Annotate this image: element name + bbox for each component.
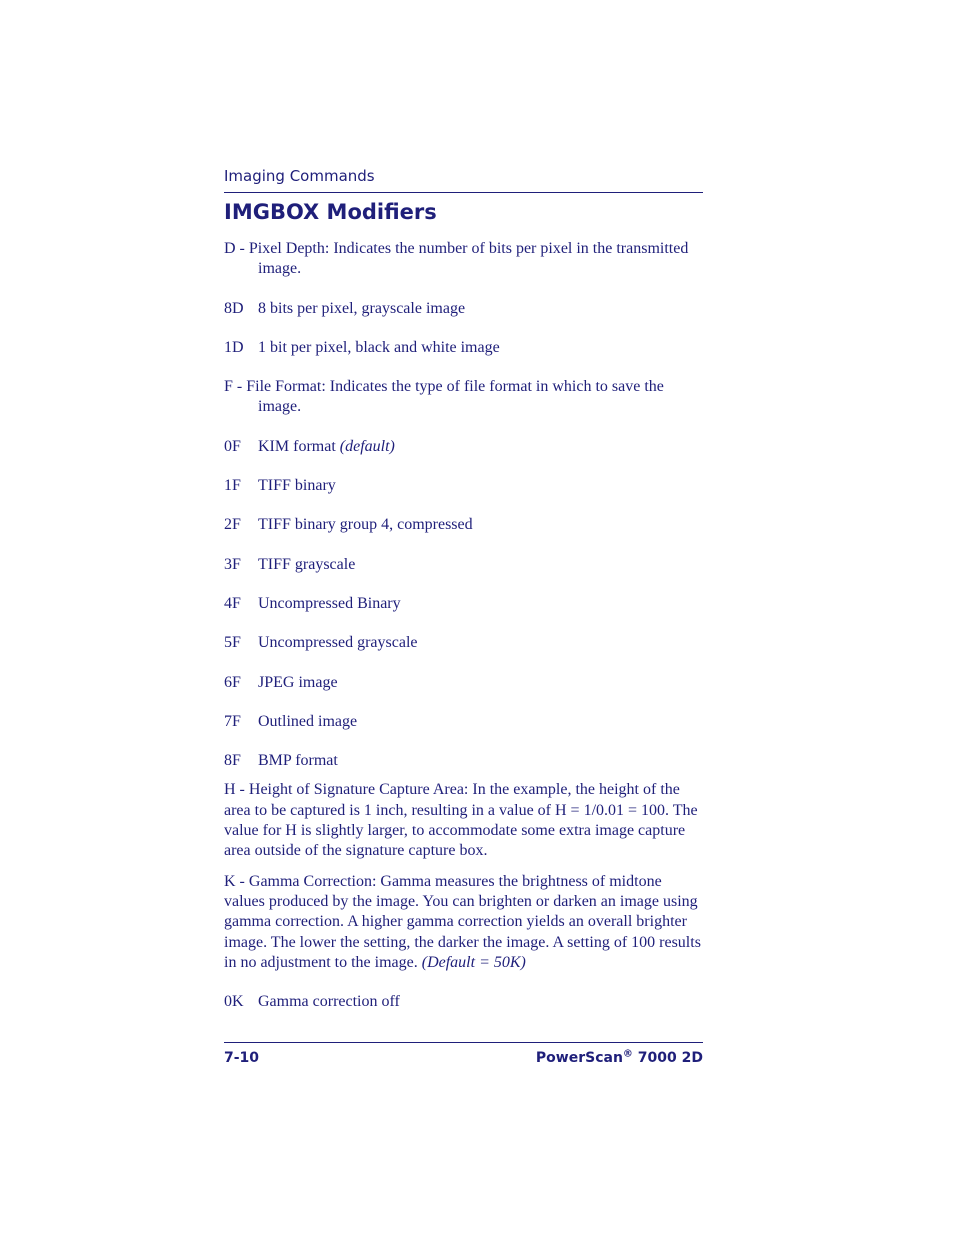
list-item bbox=[224, 751, 703, 771]
item-code: 6F bbox=[224, 673, 241, 691]
height-paragraph: H - Height of Signature Capture Area: In the example, the height of the area to be captured is 1 inch, resulting in a value of H = 1/0.01 = 100. The value for H is slightly larger, to accommodate some extra image capture area outside of the signature capture box. bbox=[224, 781, 698, 860]
item-text: KIM format bbox=[258, 437, 340, 455]
default-note: (default) bbox=[339, 437, 395, 455]
gamma-text: K - Gamma Correction: Gamma measures the brightness of midtone values produced by the image. You can brighten or darken an image using gamma correction. A higher gamma correction yields an overall brighter image. The lower the setting, the darker the image. A setting of 100 results in no adjustment to the image. bbox=[224, 872, 701, 971]
product-name: PowerScan bbox=[535, 1050, 623, 1066]
item-code: 4F bbox=[224, 594, 241, 612]
list-item bbox=[224, 476, 703, 496]
list-item bbox=[224, 594, 703, 614]
item-code: 1F bbox=[224, 477, 241, 495]
running-header: Imaging Commands bbox=[224, 166, 703, 193]
item-code: 8F bbox=[224, 752, 241, 770]
list-item bbox=[224, 712, 703, 732]
default-note: (Default = 50K) bbox=[421, 953, 526, 971]
item-code: 2F bbox=[224, 516, 241, 534]
item-code: 0F bbox=[224, 437, 241, 455]
list-item bbox=[224, 338, 703, 358]
list-item bbox=[224, 437, 703, 457]
list-item bbox=[224, 555, 703, 575]
registered-mark: ® bbox=[622, 1048, 633, 1060]
page-content bbox=[224, 166, 703, 1031]
item-text: 1 bit per pixel, black and white image bbox=[258, 338, 500, 356]
item-code: 8D bbox=[224, 299, 244, 317]
item-code: 5F bbox=[224, 634, 241, 652]
item-text: Uncompressed Binary bbox=[258, 594, 401, 612]
item-text: TIFF binary bbox=[258, 477, 336, 495]
page-title: IMGBOX Modifiers bbox=[224, 200, 437, 224]
item-code: 0K bbox=[224, 993, 244, 1011]
list-item bbox=[224, 515, 703, 535]
item-text: Outlined image bbox=[258, 712, 358, 730]
item-text: Uncompressed grayscale bbox=[258, 634, 418, 652]
document-body bbox=[224, 239, 703, 1012]
gamma-paragraph bbox=[224, 872, 703, 973]
product-title bbox=[536, 1048, 703, 1068]
list-item bbox=[224, 299, 703, 319]
product-model: 7000 2D bbox=[632, 1050, 703, 1066]
item-code: 1D bbox=[224, 338, 244, 356]
item-code: 3F bbox=[224, 555, 241, 573]
page-number: 7-10 bbox=[224, 1050, 260, 1066]
item-text: Gamma correction off bbox=[258, 993, 400, 1011]
list-item bbox=[224, 633, 703, 653]
item-text: 8 bits per pixel, grayscale image bbox=[258, 299, 466, 317]
page-footer bbox=[224, 1042, 703, 1068]
item-code: 7F bbox=[224, 712, 241, 730]
item-text: BMP format bbox=[258, 752, 338, 770]
file-format-heading: F - File Format: Indicates the type of file format in which to save the image. bbox=[224, 378, 664, 416]
list-item bbox=[224, 992, 703, 1012]
list-item bbox=[224, 673, 703, 693]
item-text: TIFF binary group 4, compressed bbox=[258, 516, 473, 534]
item-text: TIFF grayscale bbox=[258, 555, 356, 573]
pixel-depth-heading: D - Pixel Depth: Indicates the number of bits per pixel in the transmitted image. bbox=[224, 240, 689, 278]
item-text: JPEG image bbox=[258, 673, 338, 691]
